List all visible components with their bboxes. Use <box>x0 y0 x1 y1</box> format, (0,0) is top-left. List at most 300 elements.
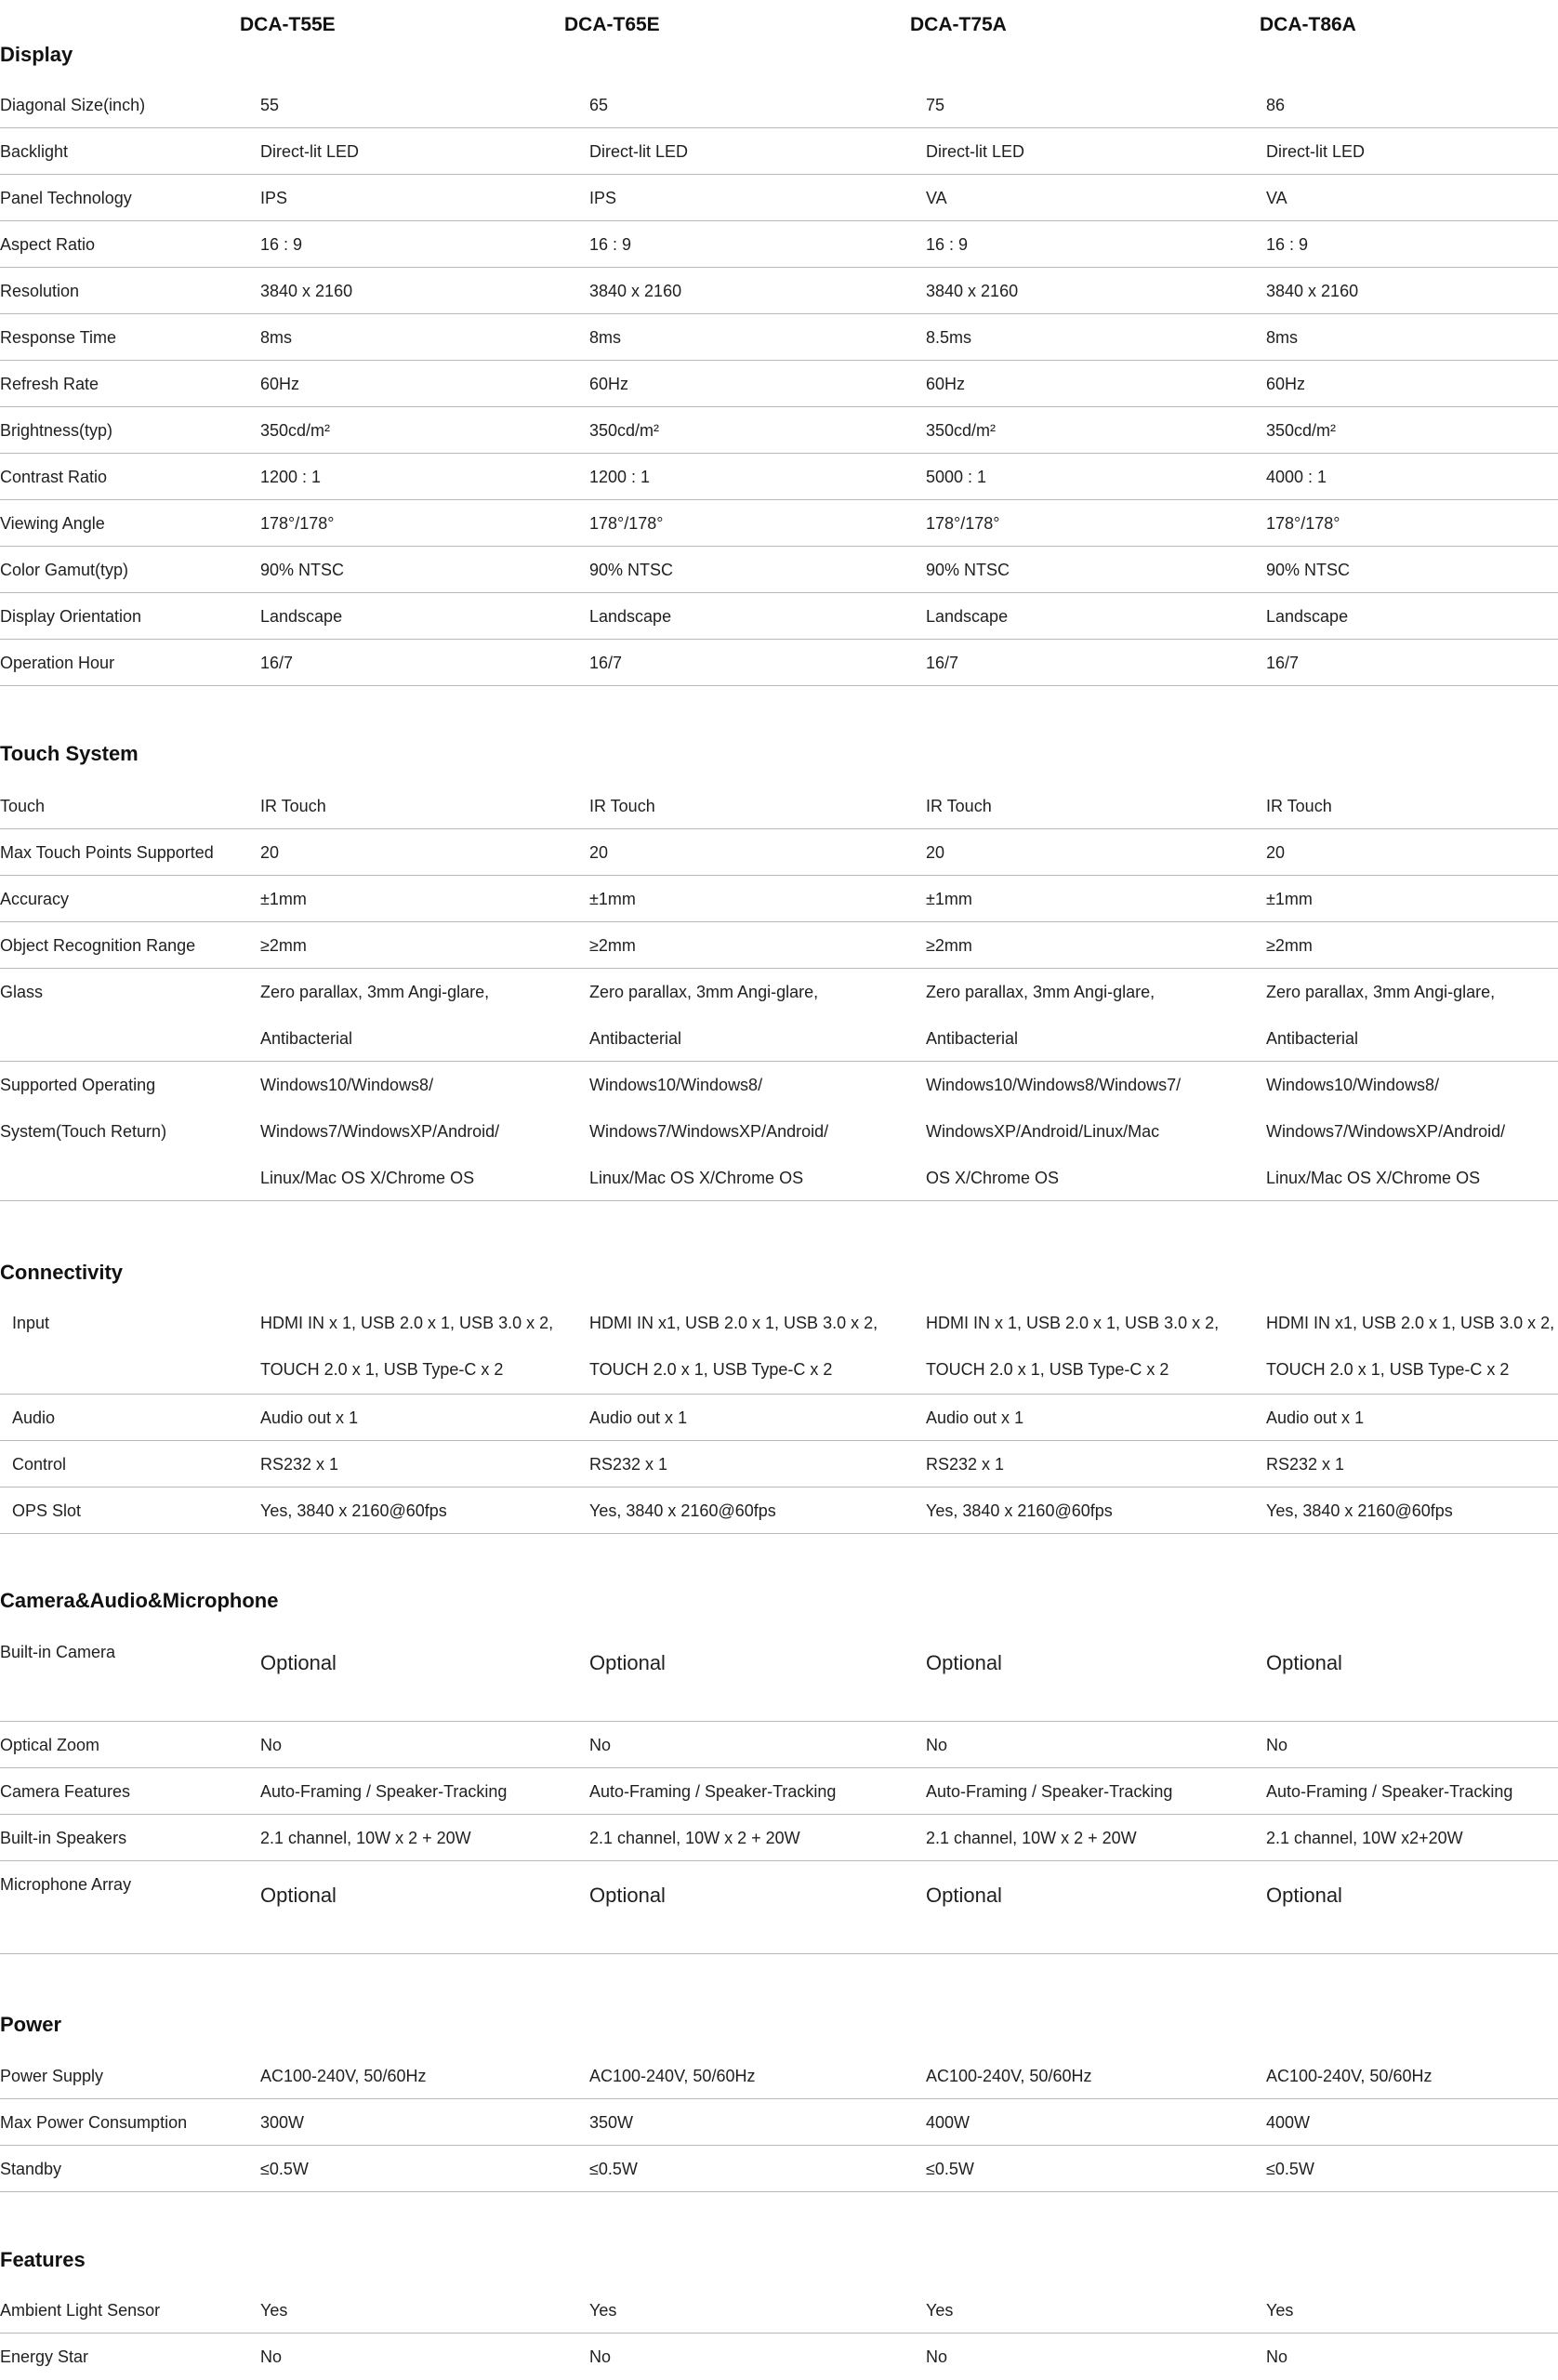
spec-value-line: Windows7/WindowsXP/Android/ <box>589 1122 829 1141</box>
spec-value <box>1266 221 1308 268</box>
spec-value <box>589 128 688 175</box>
spec-value-line: AC100-240V, 50/60Hz <box>926 2067 1092 2085</box>
spec-value-line: HDMI IN x 1, USB 2.0 x 1, USB 3.0 x 2, <box>260 1314 554 1332</box>
spec-value <box>260 314 292 361</box>
spec-value-line: 20 <box>926 843 945 862</box>
spec-value <box>926 314 971 361</box>
spec-value <box>589 1441 667 1488</box>
spec-value <box>926 1768 1172 1815</box>
spec-label <box>0 314 116 361</box>
spec-row <box>0 2287 1558 2334</box>
spec-value-line: Linux/Mac OS X/Chrome OS <box>589 1169 804 1187</box>
spec-label <box>12 1395 55 1441</box>
spec-value-line: IR Touch <box>589 797 655 815</box>
spec-row <box>0 1768 1558 1815</box>
spec-value <box>589 1768 836 1815</box>
spec-value-line: TOUCH 2.0 x 1, USB Type-C x 2 <box>926 1360 1169 1379</box>
spec-value-line: IR Touch <box>926 797 992 815</box>
spec-value-line: 20 <box>260 843 280 862</box>
spec-value-line: 3840 x 2160 <box>1266 282 1359 300</box>
spec-value <box>1266 2287 1293 2334</box>
spec-value <box>589 1395 687 1441</box>
spec-value <box>589 407 659 454</box>
spec-value <box>260 268 352 314</box>
spec-value <box>589 175 616 221</box>
spec-value-line: Landscape <box>260 607 343 626</box>
spec-value-line: ±1mm <box>260 890 307 908</box>
spec-label <box>0 2334 88 2380</box>
spec-value-line: Antibacterial <box>926 1029 1019 1048</box>
spec-value <box>926 221 968 268</box>
spec-label <box>0 1815 126 1861</box>
spec-value <box>926 1815 1137 1861</box>
spec-value-line: 3840 x 2160 <box>589 282 682 300</box>
spec-label <box>0 2099 187 2146</box>
spec-row <box>0 268 1558 314</box>
spec-value-line: 8ms <box>1266 328 1299 347</box>
spec-value-line: Linux/Mac OS X/Chrome OS <box>260 1169 475 1187</box>
spec-label <box>0 454 107 500</box>
spec-value <box>260 1882 337 1910</box>
spec-label <box>12 1488 81 1534</box>
spec-value-line: 20 <box>589 843 609 862</box>
spec-value-line: ≤0.5W <box>260 2160 309 2178</box>
spec-value <box>260 1815 471 1861</box>
spec-row <box>0 2053 1558 2099</box>
spec-row <box>0 1629 1558 1722</box>
spec-value-line: IPS <box>260 189 288 207</box>
spec-value-line: 86 <box>1266 96 1286 114</box>
spec-label <box>0 128 68 175</box>
spec-value-line: 8ms <box>260 328 293 347</box>
spec-value <box>1266 82 1285 128</box>
spec-value-line: 60Hz <box>260 375 300 393</box>
spec-value <box>1266 593 1348 640</box>
spec-row <box>0 314 1558 361</box>
spec-label <box>12 1300 49 1346</box>
section-title: Power <box>0 2013 62 2036</box>
spec-value-line: 55 <box>260 96 280 114</box>
spec-row <box>0 1861 1558 1954</box>
spec-value-line: 178°/178° <box>926 514 1000 533</box>
spec-row <box>0 593 1558 640</box>
spec-label <box>0 1768 130 1815</box>
spec-value <box>926 268 1018 314</box>
spec-row <box>0 454 1558 500</box>
spec-value-line: VA <box>1266 189 1287 207</box>
spec-value <box>926 454 986 500</box>
spec-value-line: 16 : 9 <box>260 235 303 254</box>
spec-value <box>1266 361 1305 407</box>
spec-value-line: ±1mm <box>926 890 972 908</box>
spec-row <box>0 361 1558 407</box>
spec-label <box>0 221 95 268</box>
model-header: DCA-T75A <box>910 14 1007 35</box>
spec-value <box>260 2334 282 2380</box>
spec-value <box>260 500 334 547</box>
spec-value <box>926 593 1008 640</box>
spec-label <box>0 547 128 593</box>
spec-value-line: 90% NTSC <box>1266 561 1351 579</box>
spec-value-line: AC100-240V, 50/60Hz <box>589 2067 756 2085</box>
spec-value-line: RS232 x 1 <box>1266 1455 1345 1474</box>
spec-value <box>260 1441 338 1488</box>
spec-value-line: HDMI IN x1, USB 2.0 x 1, USB 3.0 x 2, <box>1266 1314 1555 1332</box>
spec-value-line: 350cd/m² <box>589 421 660 440</box>
spec-value-line: 2.1 channel, 10W x 2 + 20W <box>589 1829 800 1847</box>
spec-label <box>0 829 214 876</box>
spec-row <box>0 829 1558 876</box>
spec-value-line: No <box>589 1736 612 1754</box>
spec-value-line: 1200 : 1 <box>260 468 322 486</box>
spec-value <box>1266 314 1298 361</box>
spec-label-line: Energy Star <box>0 2347 89 2366</box>
spec-value <box>926 407 996 454</box>
section-title: Connectivity <box>0 1261 124 1284</box>
spec-value-line: Windows10/Windows8/ <box>260 1076 434 1094</box>
spec-value-line: ≥2mm <box>260 936 307 955</box>
spec-value <box>260 1300 553 1393</box>
spec-value-line: Auto-Framing / Speaker-Tracking <box>589 1782 837 1801</box>
spec-value-line: Yes <box>926 2301 954 2320</box>
spec-value <box>1266 2146 1314 2192</box>
spec-value-line: 16/7 <box>589 654 623 672</box>
spec-row <box>0 82 1558 128</box>
spec-label-line: Camera Features <box>0 1782 131 1801</box>
spec-label <box>0 2287 160 2334</box>
spec-value <box>1266 640 1299 686</box>
spec-value-line: ≥2mm <box>1266 936 1313 955</box>
spec-label-line: OPS Slot <box>12 1501 82 1520</box>
spec-label-line: Microphone Array <box>0 1875 132 1894</box>
spec-value-line: 178°/178° <box>589 514 664 533</box>
spec-label-line: Supported Operating <box>0 1076 156 1094</box>
spec-label <box>0 593 141 640</box>
spec-label <box>0 268 79 314</box>
spec-value-line: Linux/Mac OS X/Chrome OS <box>1266 1169 1481 1187</box>
spec-value-line: 16 : 9 <box>589 235 632 254</box>
spec-label-line: Max Touch Points Supported <box>0 843 214 862</box>
spec-label-line: Color Gamut(typ) <box>0 561 129 579</box>
spec-value <box>1266 1815 1463 1861</box>
spec-value <box>1266 2053 1432 2099</box>
spec-value-line: 400W <box>1266 2113 1311 2132</box>
spec-value <box>589 2053 755 2099</box>
spec-value-line: ≥2mm <box>589 936 636 955</box>
spec-value <box>260 2053 426 2099</box>
spec-value <box>260 922 307 969</box>
spec-value-line: Windows10/Windows8/ <box>589 1076 763 1094</box>
spec-value-line: 350W <box>589 2113 634 2132</box>
spec-value-line: 90% NTSC <box>926 561 1010 579</box>
spec-value <box>260 361 299 407</box>
spec-value <box>1266 128 1365 175</box>
spec-value <box>926 175 947 221</box>
spec-value-line: WindowsXP/Android/Linux/Mac <box>926 1122 1160 1141</box>
spec-value-line: Direct-lit LED <box>1266 142 1366 161</box>
spec-value <box>589 1722 611 1768</box>
spec-value-line: 16/7 <box>260 654 294 672</box>
spec-value <box>589 829 608 876</box>
spec-value <box>1266 175 1287 221</box>
spec-value-line: No <box>926 2347 948 2366</box>
spec-row <box>0 2334 1558 2380</box>
spec-value <box>260 547 344 593</box>
spec-value <box>260 2099 304 2146</box>
spec-value-line: 60Hz <box>1266 375 1306 393</box>
spec-label-line: Resolution <box>0 282 80 300</box>
spec-label <box>0 407 112 454</box>
spec-value-line: ≥2mm <box>926 936 972 955</box>
spec-label-line: Diagonal Size(inch) <box>0 96 146 114</box>
spec-value-line: Windows7/WindowsXP/Android/ <box>260 1122 500 1141</box>
spec-value <box>926 640 958 686</box>
spec-row <box>0 500 1558 547</box>
spec-label-line: Accuracy <box>0 890 70 908</box>
spec-value-line: 8ms <box>589 328 622 347</box>
spec-value <box>589 783 655 829</box>
spec-value <box>926 547 1010 593</box>
spec-value <box>926 1882 1002 1910</box>
spec-row <box>0 876 1558 922</box>
spec-row <box>0 1300 1558 1395</box>
spec-label <box>0 1062 166 1155</box>
spec-value <box>1266 783 1332 829</box>
spec-label <box>0 1629 115 1675</box>
spec-value-line: Auto-Framing / Speaker-Tracking <box>926 1782 1173 1801</box>
spec-value-line: Audio out x 1 <box>589 1408 688 1427</box>
spec-label-line: Built-in Camera <box>0 1643 116 1661</box>
spec-label <box>0 175 132 221</box>
spec-value <box>926 1062 1181 1201</box>
spec-value-line: 400W <box>926 2113 970 2132</box>
spec-label <box>0 82 145 128</box>
spec-label <box>0 2053 103 2099</box>
spec-row <box>0 2099 1558 2146</box>
spec-value-line: 2.1 channel, 10W x 2 + 20W <box>260 1829 471 1847</box>
spec-value <box>1266 454 1327 500</box>
spec-value <box>589 1300 878 1393</box>
spec-value <box>926 82 944 128</box>
spec-value-line: 16/7 <box>1266 654 1300 672</box>
spec-label-line: Max Power Consumption <box>0 2113 188 2132</box>
spec-value <box>589 2287 616 2334</box>
spec-value-line: 3840 x 2160 <box>260 282 353 300</box>
spec-value-line: Landscape <box>1266 607 1349 626</box>
spec-value-line: 8.5ms <box>926 328 972 347</box>
spec-label-line: Display Orientation <box>0 607 142 626</box>
spec-row <box>0 783 1558 829</box>
spec-value-line: 350cd/m² <box>926 421 997 440</box>
spec-value <box>260 175 287 221</box>
spec-row <box>0 1722 1558 1768</box>
spec-value-line: Windows7/WindowsXP/Android/ <box>1266 1122 1506 1141</box>
spec-value-line: Auto-Framing / Speaker-Tracking <box>1266 1782 1513 1801</box>
spec-value-line: Optional <box>589 1651 666 1674</box>
spec-row <box>0 175 1558 221</box>
spec-value <box>260 783 326 829</box>
spec-value-line: Landscape <box>589 607 672 626</box>
spec-value <box>589 1882 666 1910</box>
section-title: Display <box>0 43 73 66</box>
model-header: DCA-T55E <box>240 14 336 35</box>
section-title: Touch System <box>0 742 139 765</box>
spec-value <box>926 1441 1004 1488</box>
spec-value-line: 90% NTSC <box>260 561 345 579</box>
spec-label-line: Audio <box>12 1408 56 1427</box>
spec-value-line: ≤0.5W <box>926 2160 974 2178</box>
spec-value <box>589 221 631 268</box>
spec-value <box>1266 2099 1310 2146</box>
spec-label-line: Built-in Speakers <box>0 1829 127 1847</box>
spec-row <box>0 1395 1558 1441</box>
spec-value <box>1266 969 1495 1062</box>
spec-value <box>260 128 359 175</box>
spec-row <box>0 969 1558 1062</box>
spec-value-line: ±1mm <box>1266 890 1313 908</box>
spec-label-line: Response Time <box>0 328 117 347</box>
spec-value-line: No <box>1266 1736 1288 1754</box>
spec-label <box>0 876 69 922</box>
spec-value <box>260 640 293 686</box>
spec-value-line: 60Hz <box>589 375 629 393</box>
spec-value <box>589 876 636 922</box>
spec-value-line: VA <box>926 189 947 207</box>
spec-label <box>0 1722 99 1768</box>
model-header: DCA-T65E <box>564 14 660 35</box>
spec-value <box>260 969 489 1062</box>
spec-value-line: HDMI IN x1, USB 2.0 x 1, USB 3.0 x 2, <box>589 1314 878 1332</box>
spec-value-line: 90% NTSC <box>589 561 674 579</box>
spec-value <box>1266 876 1313 922</box>
spec-value <box>589 500 663 547</box>
spec-label-line: Backlight <box>0 142 69 161</box>
spec-value <box>260 82 279 128</box>
spec-value-line: Optional <box>1266 1884 1342 1907</box>
spec-value <box>589 1815 800 1861</box>
spec-label <box>12 1441 66 1488</box>
spec-label-line: Panel Technology <box>0 189 132 207</box>
spec-value <box>926 2053 1091 2099</box>
spec-row <box>0 2146 1558 2192</box>
spec-value-line: HDMI IN x 1, USB 2.0 x 1, USB 3.0 x 2, <box>926 1314 1220 1332</box>
spec-value-line: Optional <box>589 1884 666 1907</box>
spec-value-line: Yes <box>260 2301 288 2320</box>
spec-value-line: Zero parallax, 3mm Angi-glare, <box>926 983 1155 1001</box>
spec-value <box>589 2099 633 2146</box>
spec-label-line: Control <box>12 1455 67 1474</box>
spec-value <box>589 969 818 1062</box>
spec-value-line: Audio out x 1 <box>260 1408 359 1427</box>
spec-label-line: Standby <box>0 2160 62 2178</box>
spec-value-line: Antibacterial <box>589 1029 682 1048</box>
spec-value <box>1266 1722 1287 1768</box>
spec-value <box>1266 1768 1512 1815</box>
spec-value-line: Yes, 3840 x 2160@60fps <box>589 1501 776 1520</box>
spec-value-line: Optional <box>1266 1651 1342 1674</box>
spec-value-line: ±1mm <box>589 890 636 908</box>
spec-value <box>1266 1062 1505 1201</box>
spec-label-line: Input <box>12 1314 50 1332</box>
spec-value-line: 4000 : 1 <box>1266 468 1327 486</box>
spec-label-line: Contrast Ratio <box>0 468 108 486</box>
spec-row <box>0 547 1558 593</box>
spec-label <box>0 500 105 547</box>
spec-value <box>589 2146 638 2192</box>
model-header: DCA-T86A <box>1260 14 1356 35</box>
spec-value-line: 16 : 9 <box>926 235 969 254</box>
spec-value-line: Zero parallax, 3mm Angi-glare, <box>1266 983 1496 1001</box>
spec-value-line: Optional <box>926 1884 1002 1907</box>
spec-value <box>260 407 330 454</box>
spec-value-line: Yes <box>589 2301 617 2320</box>
spec-value <box>1266 1395 1364 1441</box>
spec-value-line: Auto-Framing / Speaker-Tracking <box>260 1782 508 1801</box>
spec-label-line: Object Recognition Range <box>0 936 196 955</box>
spec-value-line: 178°/178° <box>260 514 335 533</box>
spec-row <box>0 1488 1558 1534</box>
spec-value <box>1266 1649 1342 1677</box>
spec-value-line: 20 <box>1266 843 1286 862</box>
spec-value-line: Antibacterial <box>260 1029 353 1048</box>
spec-label-line: Operation Hour <box>0 654 115 672</box>
spec-value-line: AC100-240V, 50/60Hz <box>1266 2067 1433 2085</box>
spec-value <box>926 829 944 876</box>
spec-value <box>926 1722 947 1768</box>
spec-value-line: No <box>1266 2347 1288 2366</box>
spec-row <box>0 1062 1558 1201</box>
spec-value <box>1266 407 1336 454</box>
spec-value <box>260 1768 507 1815</box>
spec-value <box>1266 500 1340 547</box>
spec-value <box>1266 922 1313 969</box>
spec-value-line: TOUCH 2.0 x 1, USB Type-C x 2 <box>589 1360 833 1379</box>
spec-row <box>0 221 1558 268</box>
spec-value <box>260 1649 337 1677</box>
spec-label-line: Optical Zoom <box>0 1736 100 1754</box>
spec-value-line: No <box>260 2347 283 2366</box>
spec-value <box>1266 1441 1344 1488</box>
spec-value-line: 5000 : 1 <box>926 468 987 486</box>
spec-value <box>1266 268 1358 314</box>
spec-value-line: No <box>589 2347 612 2366</box>
spec-value-line: ≤0.5W <box>1266 2160 1314 2178</box>
spec-value <box>926 500 999 547</box>
spec-value <box>260 1488 447 1534</box>
spec-value-line: RS232 x 1 <box>589 1455 668 1474</box>
spec-value-line: 2.1 channel, 10W x 2 + 20W <box>926 1829 1137 1847</box>
spec-value <box>260 454 321 500</box>
spec-row <box>0 640 1558 686</box>
spec-value <box>260 221 302 268</box>
spec-value-line: No <box>926 1736 948 1754</box>
spec-value-line: Antibacterial <box>1266 1029 1359 1048</box>
spec-value <box>260 829 279 876</box>
spec-value <box>926 969 1155 1062</box>
spec-value-line: IR Touch <box>260 797 326 815</box>
spec-value-line: TOUCH 2.0 x 1, USB Type-C x 2 <box>260 1360 504 1379</box>
spec-value <box>260 1062 499 1201</box>
spec-label-line: Power Supply <box>0 2067 104 2085</box>
spec-row <box>0 407 1558 454</box>
spec-label-line: Aspect Ratio <box>0 235 96 254</box>
spec-value <box>589 1488 776 1534</box>
spec-value <box>926 2099 970 2146</box>
spec-label-line: Ambient Light Sensor <box>0 2301 161 2320</box>
spec-value <box>1266 1300 1554 1393</box>
spec-value-line: Yes, 3840 x 2160@60fps <box>926 1501 1113 1520</box>
spec-value <box>589 1062 828 1201</box>
